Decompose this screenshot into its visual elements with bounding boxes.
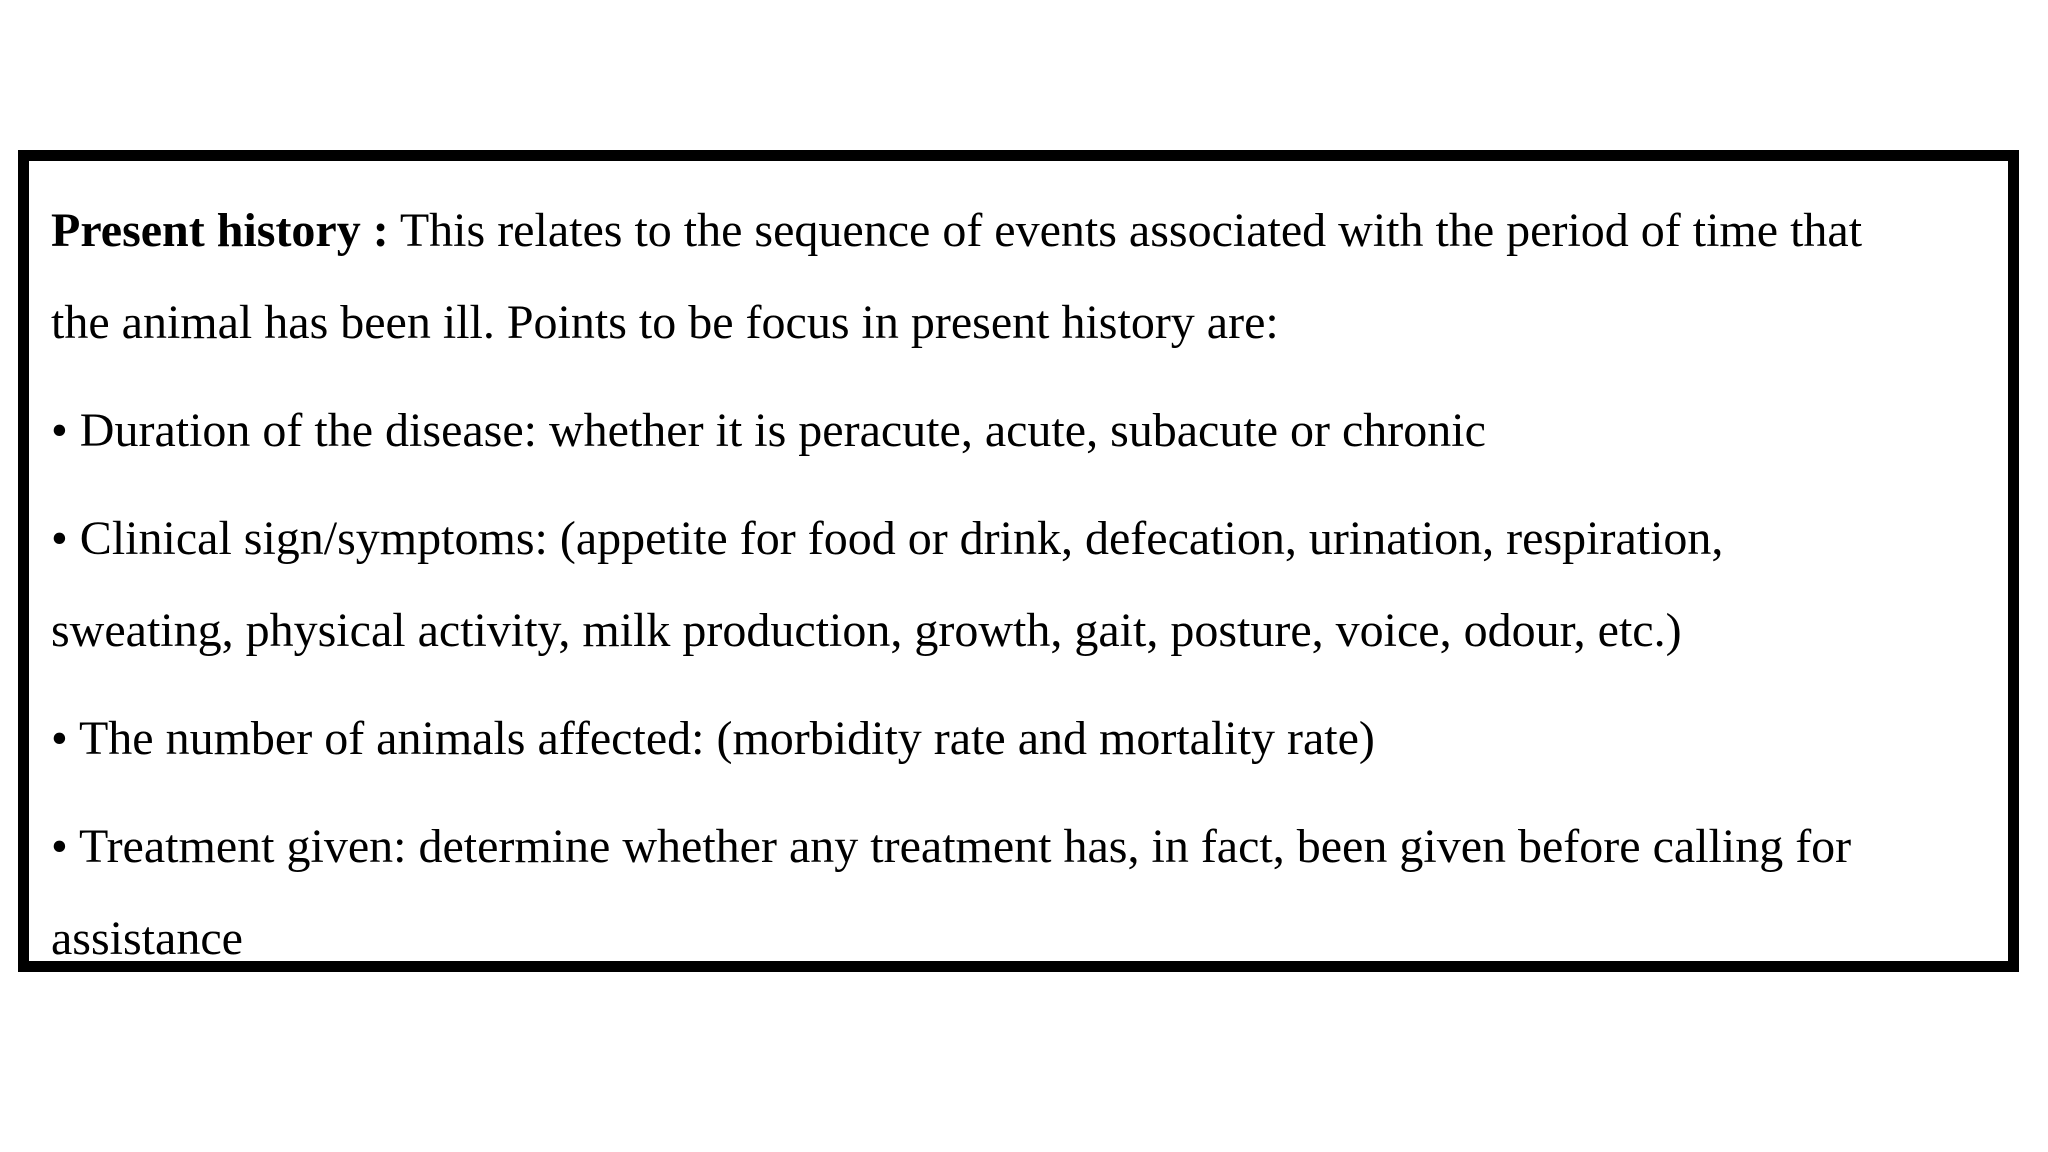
bordered-text-box bbox=[18, 150, 2019, 972]
text-content bbox=[51, 185, 1988, 985]
present-history-heading: Present history : bbox=[51, 204, 389, 257]
bullet-treatment-given-text-line-1: • Treatment given: determine whether any treatment has, in fact, been given before calling for bbox=[51, 820, 1852, 873]
present-history-text-line-2: the animal has been ill. Points to be focus in present history are: bbox=[51, 296, 1279, 349]
bullet-duration-text: • Duration of the disease: whether it is peracute, acute, subacute or chronic bbox=[51, 404, 1486, 457]
bullet-clinical-signs bbox=[51, 493, 1988, 677]
bullet-animals-affected bbox=[51, 693, 1988, 785]
present-history-text-line-1: This relates to the sequence of events associated with the period of time that bbox=[388, 204, 1863, 257]
bullet-animals-affected-text: • The number of animals affected: (morbidity rate and mortality rate) bbox=[51, 712, 1375, 765]
bullet-clinical-signs-text-line-2: sweating, physical activity, milk production, growth, gait, posture, voice, odour, etc.) bbox=[51, 604, 1682, 657]
bullet-treatment-given-text-line-2: assistance bbox=[51, 912, 243, 965]
bullet-treatment-given bbox=[51, 801, 1988, 985]
bullet-duration bbox=[51, 385, 1988, 477]
present-history-paragraph bbox=[51, 185, 1988, 369]
bullet-clinical-signs-text-line-1: • Clinical sign/symptoms: (appetite for food or drink, defecation, urination, respiration, bbox=[51, 512, 1724, 565]
